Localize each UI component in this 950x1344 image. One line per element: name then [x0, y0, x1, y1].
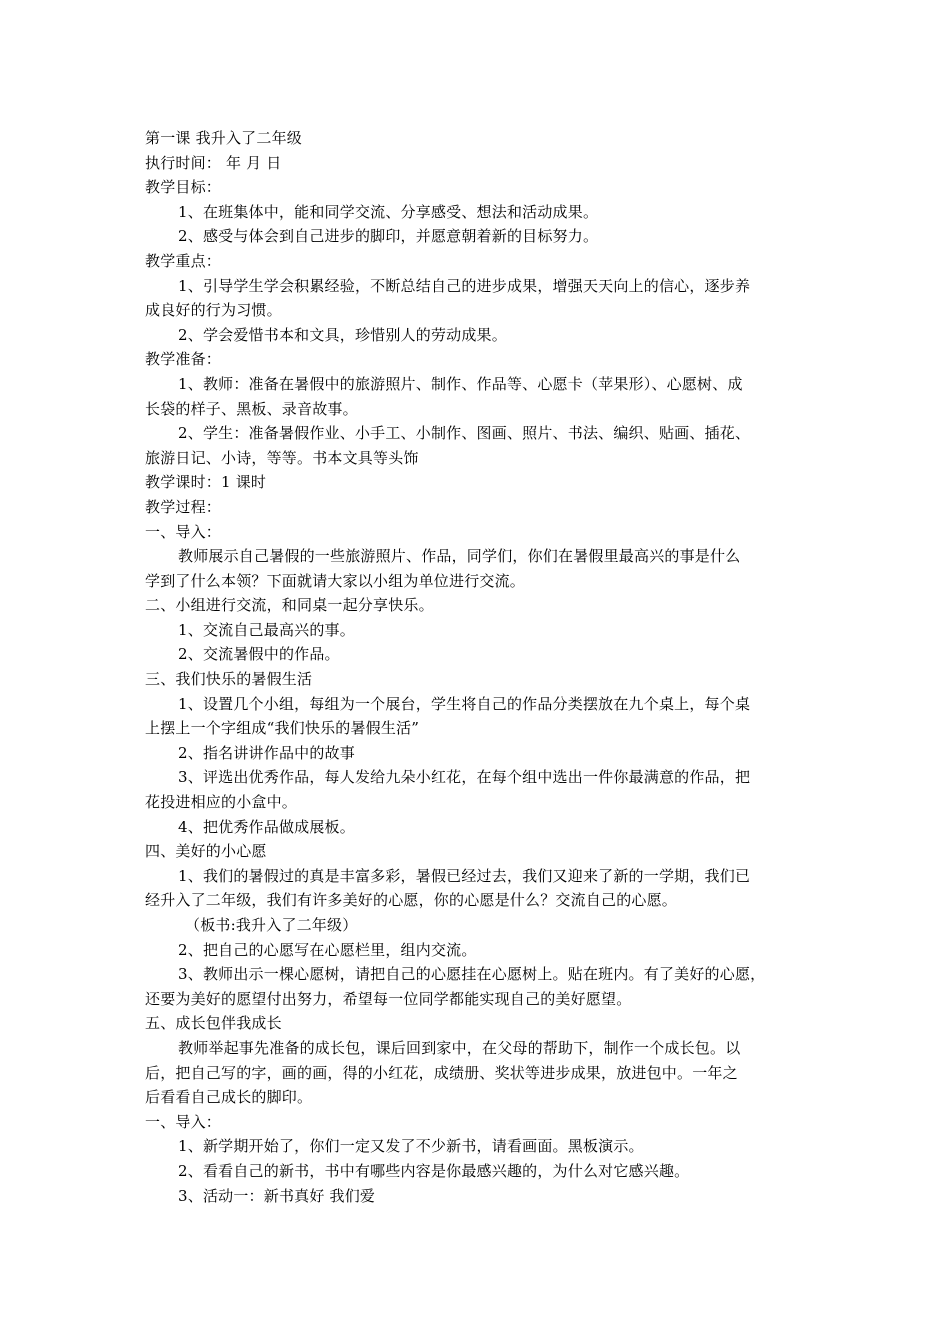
text-line: 四、美好的小心愿 — [145, 842, 267, 861]
text-line: 上摆上一个字组成“我们快乐的暑假生活” — [145, 719, 420, 738]
text-line: 长袋的样子、黑板、录音故事。 — [145, 399, 358, 418]
text-line: 1、新学期开始了，你们一定又发了不少新书，请看画面。黑板演示。 — [178, 1137, 644, 1156]
text-line: 2、看看自己的新书，书中有哪些内容是你最感兴趣的，为什么对它感兴趣。 — [178, 1161, 690, 1180]
text-line: 二、小组进行交流，和同桌一起分享快乐。 — [145, 596, 434, 615]
text-line: 教师展示自己暑假的一些旅游照片、作品，同学们，你们在暑假里最高兴的事是什么 — [178, 547, 741, 566]
text-line: 教学准备： — [145, 350, 222, 369]
text-line: 3、活动一：新书真好 我们爱 — [178, 1186, 376, 1205]
text-line: 2、交流暑假中的作品。 — [178, 645, 340, 664]
text-line: 2、把自己的心愿写在心愿栏里，组内交流。 — [178, 940, 477, 959]
text-line: 教学课时：1 课时 — [145, 473, 267, 492]
text-line: 2、学生：准备暑假作业、小手工、小制作、图画、照片、书法、编织、贴画、插花、 — [178, 424, 751, 443]
text-line: 学到了什么本领？下面就请大家以小组为单位进行交流。 — [145, 571, 526, 590]
text-line: （板书:我升入了二年级） — [185, 916, 358, 934]
text-line: 2、学会爱惜书本和文具，珍惜别人的劳动成果。 — [178, 325, 507, 344]
text-line: 1、教师：准备在暑假中的旅游照片、制作、作品等、心愿卡（苹果形）、心愿树、成 — [178, 374, 743, 393]
text-line: 后，把自己写的字，画的画，得的小红花，成绩册、奖状等进步成果，放进包中。一年之 — [145, 1063, 738, 1082]
document-body — [145, 126, 815, 1208]
text-line: 1、引导学生学会积累经验，不断总结自己的进步成果，增强天天向上的信心，逐步养 — [178, 276, 751, 295]
text-line: 1、设置几个小组，每组为一个展台，学生将自己的作品分类摆放在九个桌上，每个桌 — [178, 694, 751, 713]
text-line: 1、我们的暑假过的真是丰富多彩，暑假已经过去，我们又迎来了新的一学期，我们已 — [178, 866, 751, 885]
text-line: 后看看自己成长的脚印。 — [145, 1088, 313, 1107]
text-line: 五、成长包伴我成长 — [145, 1014, 282, 1033]
text-line: 1、交流自己最高兴的事。 — [178, 620, 355, 639]
text-line: 一、导入： — [145, 522, 222, 541]
text-line: 教学过程： — [145, 497, 222, 516]
text-line: 花投进相应的小盒中。 — [145, 793, 298, 812]
text-line: 一、导入： — [145, 1112, 222, 1131]
text-line: 3、教师出示一棵心愿树，请把自己的心愿挂在心愿树上。贴在班内。有了美好的心愿， — [178, 965, 766, 984]
text-line: 4、把优秀作品做成展板。 — [178, 817, 355, 836]
text-line: 教师举起事先准备的成长包，课后回到家中，在父母的帮助下，制作一个成长包。以 — [178, 1038, 741, 1057]
text-line: 经升入了二年级，我们有许多美好的心愿，你的心愿是什么？交流自己的心愿。 — [145, 891, 678, 910]
text-line: 2、指名讲讲作品中的故事 — [178, 743, 355, 762]
text-line: 还要为美好的愿望付出努力，希望每一位同学都能实现自己的美好愿望。 — [145, 989, 632, 1008]
text-line: 第一课 我升入了二年级 — [145, 129, 302, 147]
text-line: 3、评选出优秀作品，每人发给九朵小红花，在每个组中选出一件你最满意的作品，把 — [178, 768, 751, 787]
text-line: 教学重点： — [145, 251, 222, 270]
text-line: 成良好的行为习惯。 — [145, 301, 282, 320]
text-line: 2、感受与体会到自己进步的脚印，并愿意朝着新的目标努力。 — [178, 227, 599, 246]
text-line: 旅游日记、小诗，等等。书本文具等头饰 — [145, 448, 419, 467]
text-line: 执行时间： 年 月 日 — [145, 153, 282, 172]
text-line: 三、我们快乐的暑假生活 — [145, 670, 313, 689]
text-line: 教学目标： — [145, 178, 222, 197]
text-line: 1、在班集体中，能和同学交流、分享感受、想法和活动成果。 — [178, 202, 599, 221]
